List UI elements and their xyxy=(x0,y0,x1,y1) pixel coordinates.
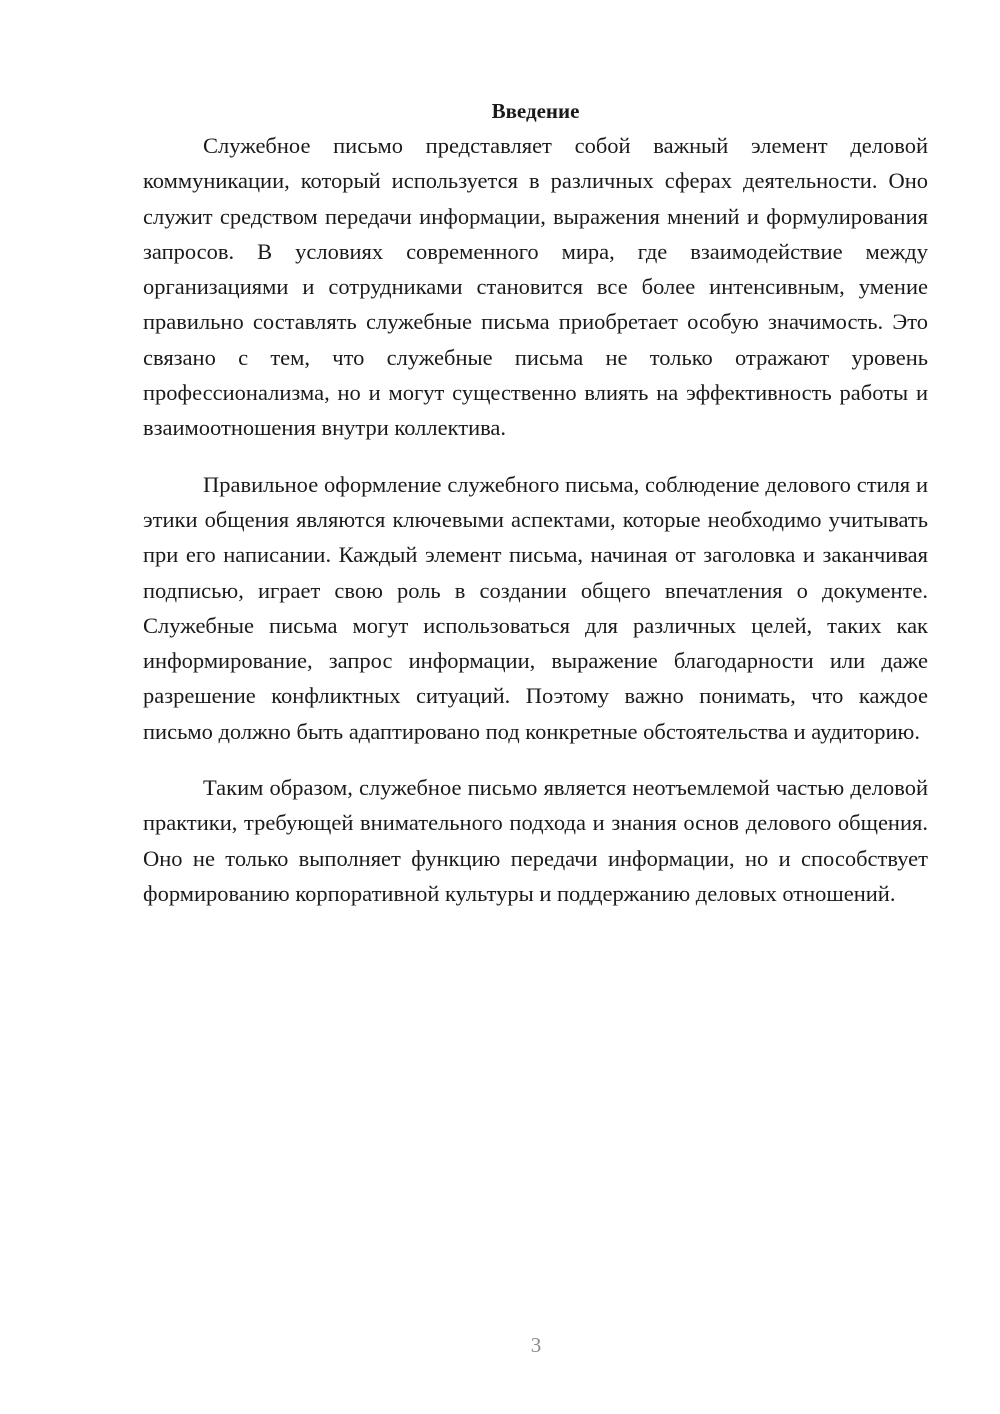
page-number: 3 xyxy=(530,1333,542,1357)
paragraph-3: Таким образом, служебное письмо является неотъемлемой частью деловой практики, требующей внимательного подхода и знания основ делового общения. Оно не только выполняет функцию передачи информации, но и способствует формированию корпоративной культуры и поддержанию деловых отношений. xyxy=(143,775,928,906)
page-content xyxy=(143,94,928,911)
section-heading: Введение xyxy=(491,99,580,123)
paragraph-1: Служебное письмо представляет собой важный элемент деловой коммуникации, который используется в различных сферах деятельности. Оно служит средством передачи информации, выражения мнений и формулирования запросов. В условиях современного мира, где взаимодействие между организациями и сотрудниками становится все более интенсивным, умение правильно составлять служебные письма приобретает особую значимость. Это связано с тем, что служебные письма не только отражают уровень профессионализма, но и могут существенно влиять на эффективность работы и взаимоотношения внутри коллектива. xyxy=(143,133,928,441)
paragraph-2: Правильное оформление служебного письма, соблюдение делового стиля и этики общения являются ключевыми аспектами, которые необходимо учитывать при его написании. Каждый элемент письма, начиная от заголовка и заканчивая подписью, играет свою роль в создании общего впечатления о документе. Служебные письма могут использоваться для различных целей, таких как информирование, запрос информации, выражение благодарности или даже разрешение конфликтных ситуаций. Поэтому важно понимать, что каждое письмо должно быть адаптировано под конкретные обстоятельства и аудиторию. xyxy=(143,471,928,744)
